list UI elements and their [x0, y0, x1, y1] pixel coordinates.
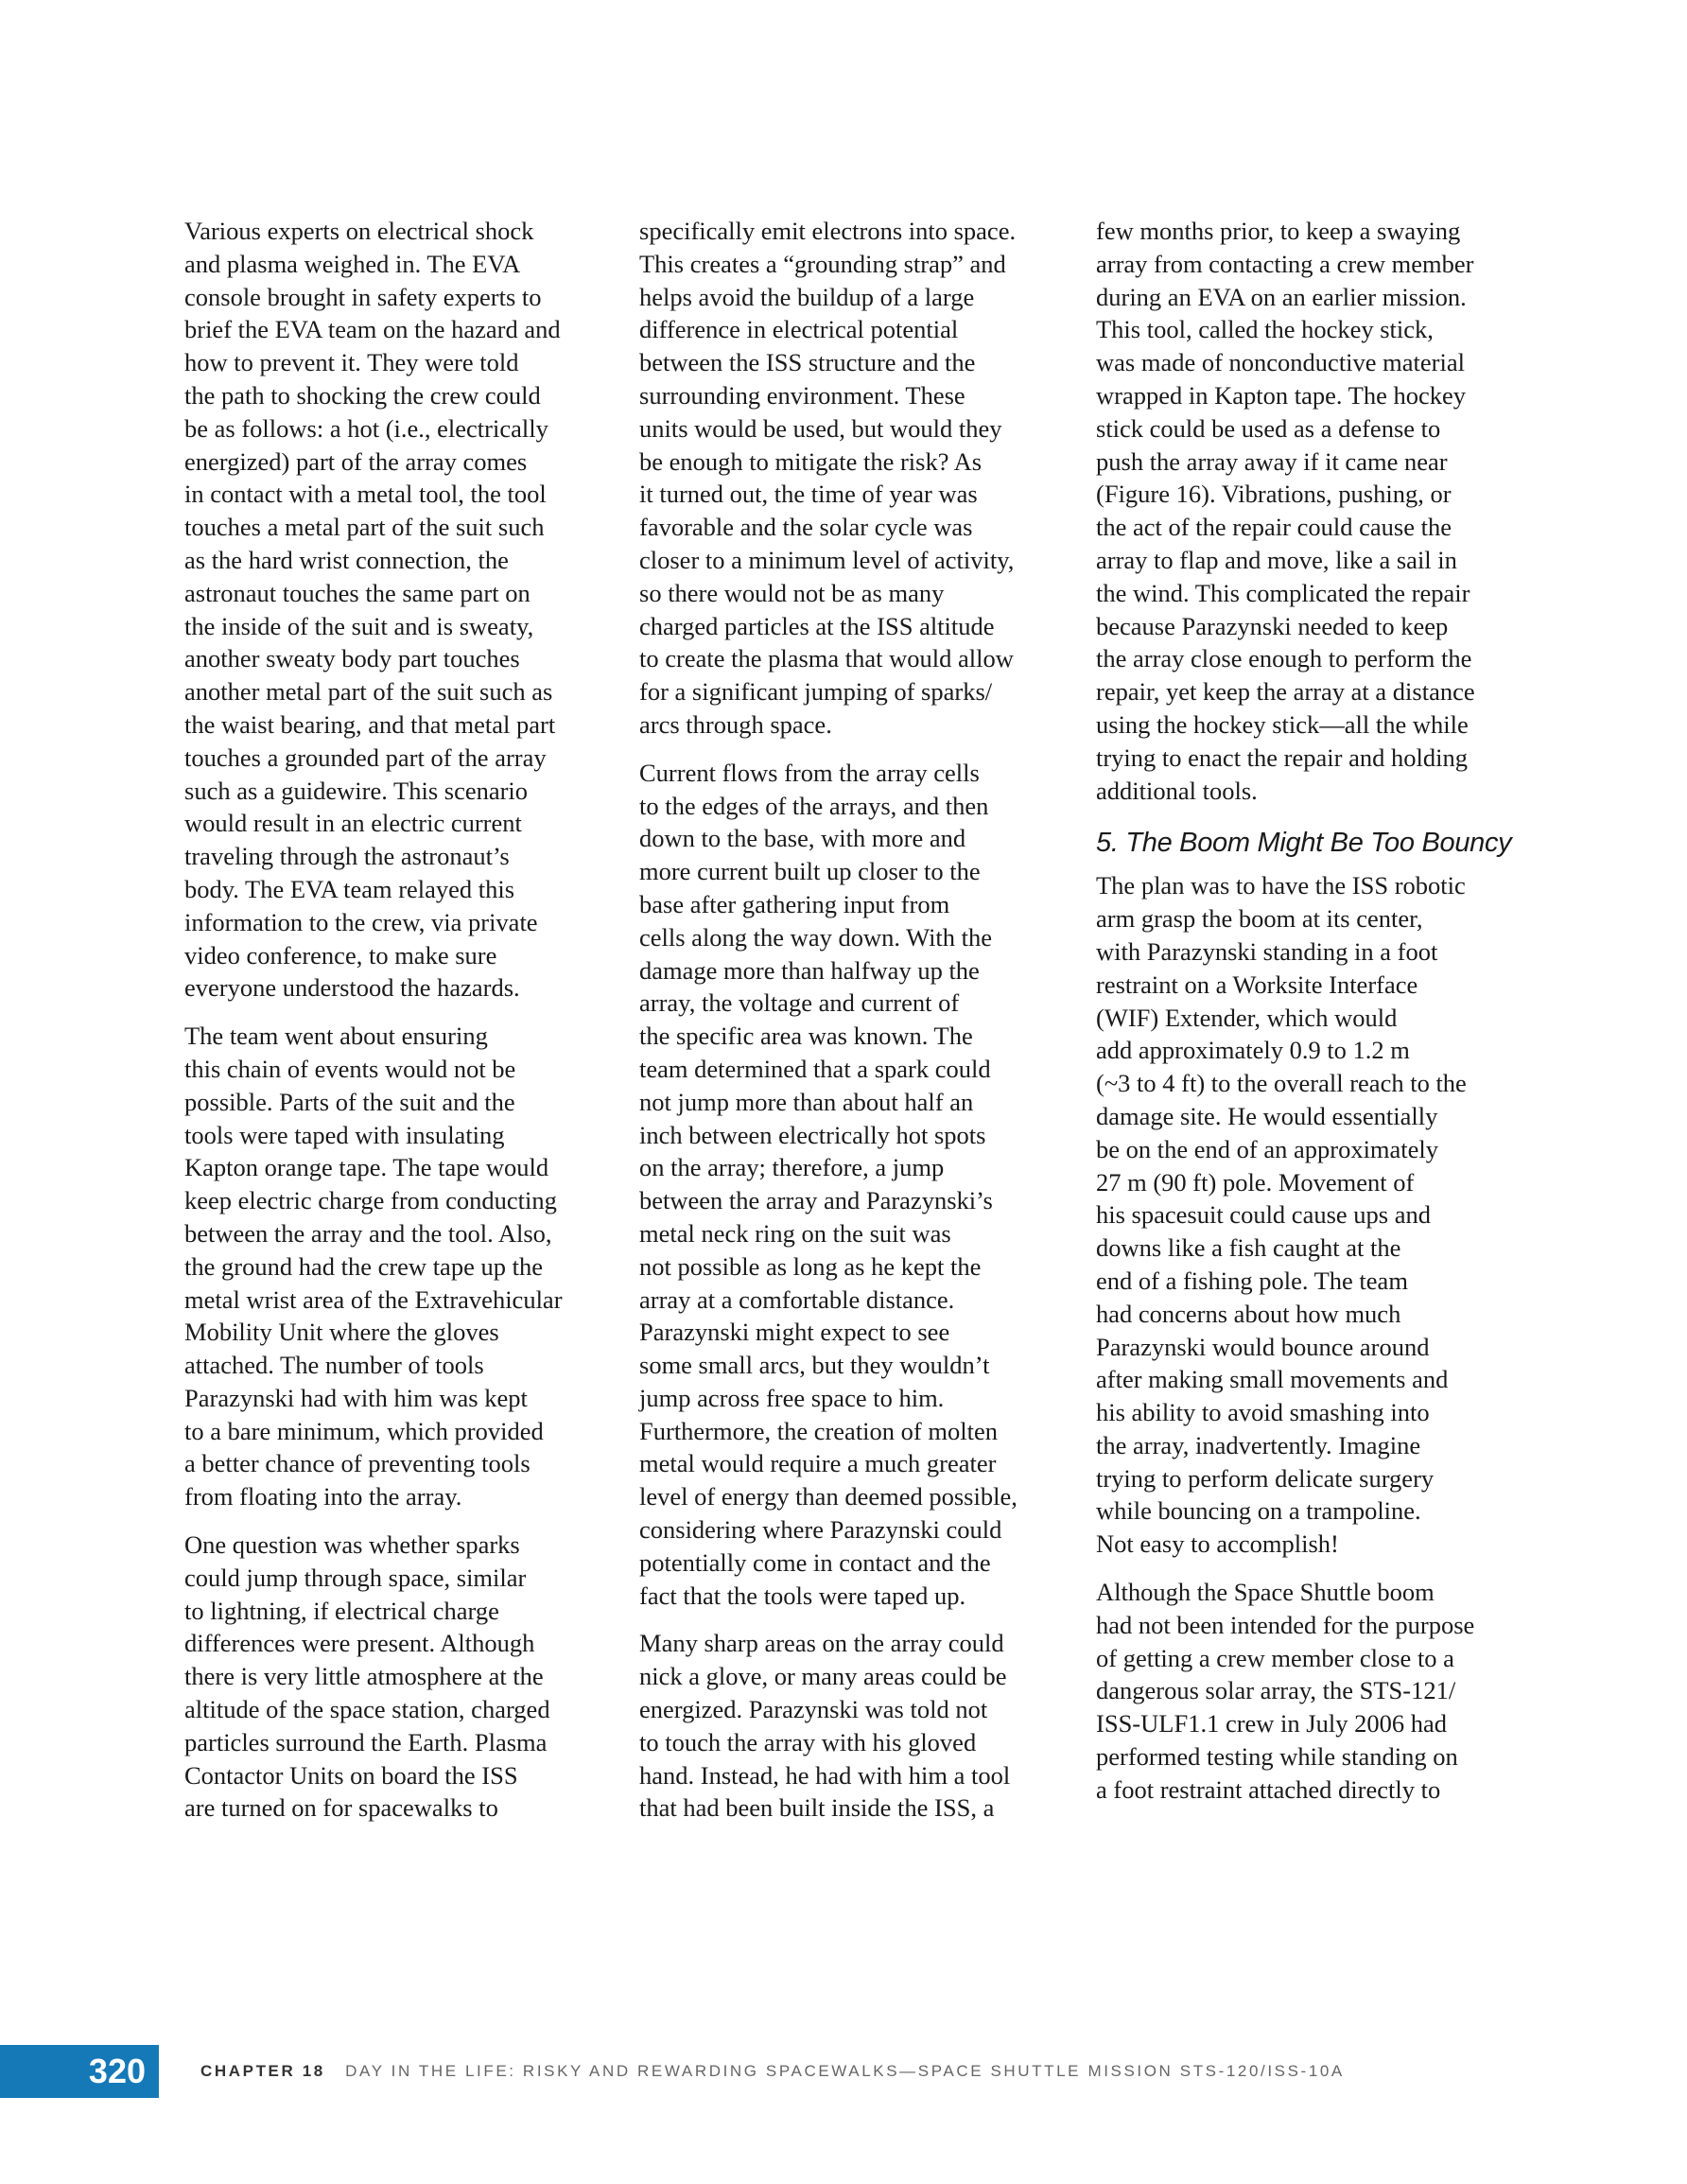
- text-line: team determined that a spark could: [639, 1054, 991, 1083]
- text-line: Although the Space Shuttle boom: [1096, 1578, 1435, 1607]
- body-paragraph: [1096, 869, 1517, 1561]
- text-line: array at a comfortable distance.: [639, 1284, 955, 1314]
- text-line: ISS-ULF1.1 crew in July 2006 had: [1096, 1709, 1447, 1738]
- text-line: brief the EVA team on the hazard and: [184, 315, 561, 344]
- text-line: was made of nonconductive material: [1096, 348, 1465, 377]
- text-line: Many sharp areas on the array could: [639, 1629, 1004, 1658]
- text-line: jump across free space to him.: [639, 1383, 945, 1412]
- text-line: Not easy to accomplish!: [1096, 1529, 1339, 1559]
- page-number-box: [0, 2045, 159, 2098]
- text-line: the array, inadvertently. Imagine: [1096, 1430, 1421, 1459]
- text-line: the specific area was known. The: [639, 1022, 973, 1051]
- text-line: everyone understood the hazards.: [184, 973, 520, 1003]
- text-line: and plasma weighed in. The EVA: [184, 249, 521, 278]
- text-line: potentially come in contact and the: [639, 1547, 991, 1577]
- text-line: body. The EVA team relayed this: [184, 874, 515, 903]
- text-line: not jump more than about half an: [639, 1087, 974, 1116]
- text-line: arcs through space.: [639, 709, 832, 739]
- text-line: could jump through space, similar: [184, 1563, 527, 1592]
- text-line: console brought in safety experts to: [184, 282, 542, 311]
- text-line: his ability to avoid smashing into: [1096, 1398, 1430, 1427]
- body-paragraph: [1096, 1576, 1517, 1807]
- text-line: a foot restraint attached directly to: [1096, 1774, 1441, 1804]
- text-line: downs like a fish caught at the: [1096, 1233, 1401, 1263]
- text-line: between the array and Parazynski’s: [639, 1186, 993, 1215]
- text-line: array to flap and move, like a sail in: [1096, 545, 1457, 574]
- text-line: from floating into the array.: [184, 1482, 462, 1511]
- text-line: traveling through the astronaut’s: [184, 842, 510, 871]
- text-line: repair, yet keep the array at a distance: [1096, 677, 1475, 707]
- text-line: end of a fishing pole. The team: [1096, 1266, 1408, 1295]
- text-line: the array close enough to perform the: [1096, 644, 1472, 673]
- text-line: some small arcs, but they wouldn’t: [639, 1351, 990, 1380]
- text-line: so there would not be as many: [639, 578, 945, 607]
- section-heading: 5. The Boom Might Be Too Bouncy: [1096, 828, 1512, 859]
- body-paragraph: [639, 1627, 1060, 1825]
- running-footer: [200, 2058, 1345, 2085]
- text-line: trying to perform delicate surgery: [1096, 1463, 1435, 1493]
- text-line: touches a grounded part of the array: [184, 743, 547, 772]
- text-line: considering where Parazynski could: [639, 1515, 1002, 1545]
- text-line: units would be used, but would they: [639, 413, 1002, 443]
- text-line: his spacesuit could cause ups and: [1096, 1200, 1431, 1230]
- text-line: Parazynski had with him was kept: [184, 1383, 528, 1412]
- text-line: tools were taped with insulating: [184, 1120, 505, 1149]
- text-line: more current built up closer to the: [639, 857, 981, 886]
- text-line: metal neck ring on the suit was: [639, 1218, 951, 1248]
- text-line: charged particles at the ISS altitude: [639, 611, 995, 640]
- text-line: to lightning, if electrical charge: [184, 1596, 499, 1625]
- text-line: stick could be used as a defense to: [1096, 413, 1441, 443]
- text-line: particles surround the Earth. Plasma: [184, 1727, 548, 1756]
- text-line: such as a guidewire. This scenario: [184, 776, 529, 805]
- text-line: not possible as long as he kept the: [639, 1251, 982, 1281]
- text-line: few months prior, to keep a swaying: [1096, 217, 1461, 245]
- text-line: after making small movements and: [1096, 1365, 1449, 1394]
- text-line: wrapped in Kapton tape. The hockey: [1096, 380, 1466, 410]
- text-line: Parazynski would bounce around: [1096, 1332, 1430, 1361]
- text-line: would result in an electric current: [184, 809, 522, 838]
- text-line: difference in electrical potential: [639, 315, 959, 344]
- text-line: energized. Parazynski was told not: [639, 1695, 988, 1724]
- body-paragraph: [639, 215, 1060, 742]
- body-paragraph: [639, 757, 1060, 1613]
- text-line: (WIF) Extender, which would: [1096, 1003, 1398, 1032]
- text-line: this chain of events would not be: [184, 1054, 516, 1083]
- text-line: using the hockey stick—all the while: [1096, 709, 1469, 739]
- text-line: differences were present. Although: [184, 1629, 535, 1658]
- text-line: to touch the array with his gloved: [639, 1727, 977, 1756]
- body-paragraph: [184, 215, 605, 1005]
- text-line: One question was whether sparks: [184, 1530, 520, 1560]
- text-line: down to the base, with more and: [639, 824, 966, 853]
- text-line: a better chance of preventing tools: [184, 1449, 530, 1478]
- text-line: information to the crew, via private: [184, 907, 538, 936]
- text-line: astronaut touches the same part on: [184, 578, 530, 607]
- text-line: The plan was to have the ISS robotic: [1096, 871, 1466, 900]
- text-line: it turned out, the time of year was: [639, 480, 978, 509]
- text-line: to the edges of the arrays, and then: [639, 791, 989, 820]
- text-line: trying to enact the repair and holding: [1096, 743, 1468, 772]
- text-column-2: [639, 215, 1060, 1840]
- text-line: the path to shocking the crew could: [184, 380, 541, 410]
- text-line: between the ISS structure and the: [639, 348, 976, 377]
- text-line: array, the voltage and current of: [639, 988, 960, 1018]
- text-line: the waist bearing, and that metal part: [184, 709, 556, 739]
- text-line: add approximately 0.9 to 1.2 m: [1096, 1036, 1410, 1065]
- text-line: had not been intended for the purpose: [1096, 1610, 1475, 1639]
- text-line: between the array and the tool. Also,: [184, 1218, 552, 1248]
- text-line: Kapton orange tape. The tape would: [184, 1153, 549, 1182]
- text-line: another metal part of the suit such as: [184, 677, 553, 707]
- text-line: possible. Parts of the suit and the: [184, 1087, 515, 1116]
- text-line: the wind. This complicated the repair: [1096, 578, 1470, 607]
- text-line: altitude of the space station, charged: [184, 1695, 550, 1724]
- text-line: cells along the way down. With the: [639, 922, 993, 952]
- text-line: metal wrist area of the Extravehicular: [184, 1284, 563, 1314]
- text-line: arm grasp the boom at its center,: [1096, 904, 1423, 934]
- text-line: to a bare minimum, which provided: [184, 1416, 544, 1445]
- text-line: Various experts on electrical shock: [184, 217, 534, 245]
- text-line: The team went about ensuring: [184, 1022, 488, 1051]
- text-line: favorable and the solar cycle was: [639, 513, 973, 542]
- chapter-title: DAY IN THE LIFE: RISKY AND REWARDING SPACEWALKS—SPACE SHUTTLE MISSION STS-120/ISS-10A: [345, 2062, 1345, 2080]
- text-column-3: [1096, 215, 1517, 1822]
- text-line: during an EVA on an earlier mission.: [1096, 282, 1467, 311]
- text-line: closer to a minimum level of activity,: [639, 545, 1015, 574]
- text-line: attached. The number of tools: [184, 1351, 484, 1380]
- text-line: array from contacting a crew member: [1096, 249, 1474, 278]
- text-line: there is very little atmosphere at the: [184, 1662, 544, 1691]
- text-line: another sweaty body part touches: [184, 644, 520, 673]
- text-line: with Parazynski standing in a foot: [1096, 936, 1438, 966]
- text-line: Furthermore, the creation of molten: [639, 1416, 998, 1445]
- text-line: be enough to mitigate the risk? As: [639, 446, 983, 476]
- text-line: energized) part of the array comes: [184, 446, 528, 476]
- text-line: Mobility Unit where the gloves: [184, 1318, 499, 1347]
- body-paragraph: [184, 1020, 605, 1513]
- text-line: metal would require a much greater: [639, 1449, 997, 1478]
- text-line: hand. Instead, he had with him a tool: [639, 1760, 1011, 1790]
- text-line: the ground had the crew tape up the: [184, 1251, 543, 1281]
- text-line: This creates a “grounding strap” and: [639, 249, 1006, 278]
- text-line: base after gathering input from: [639, 889, 950, 918]
- body-paragraph: [1096, 215, 1517, 807]
- text-line: on the array; therefore, a jump: [639, 1153, 945, 1182]
- text-line: while bouncing on a trampoline.: [1096, 1496, 1421, 1526]
- text-line: specifically emit electrons into space.: [639, 217, 1017, 245]
- text-line: performed testing while standing on: [1096, 1742, 1458, 1772]
- text-line: be on the end of an approximately: [1096, 1134, 1439, 1163]
- text-line: Current flows from the array cells: [639, 758, 980, 787]
- text-line: This tool, called the hockey stick,: [1096, 315, 1434, 344]
- text-line: Contactor Units on board the ISS: [184, 1760, 518, 1790]
- text-line: that had been built inside the ISS, a: [639, 1793, 995, 1823]
- text-line: touches a metal part of the suit such: [184, 513, 545, 542]
- text-line: video conference, to make sure: [184, 940, 497, 970]
- text-line: are turned on for spacewalks to: [184, 1793, 498, 1823]
- text-line: had concerns about how much: [1096, 1299, 1401, 1328]
- text-line: nick a glove, or many areas could be: [639, 1662, 1007, 1691]
- text-line: dangerous solar array, the STS-121/: [1096, 1676, 1456, 1705]
- text-line: surrounding environment. These: [639, 380, 965, 410]
- text-line: keep electric charge from conducting: [184, 1186, 557, 1215]
- text-line: (Figure 16). Vibrations, pushing, or: [1096, 480, 1452, 509]
- text-line: damage more than halfway up the: [639, 955, 980, 985]
- text-line: restraint on a Worksite Interface: [1096, 970, 1418, 999]
- text-line: in contact with a metal tool, the tool: [184, 480, 547, 509]
- text-column-1: [184, 215, 605, 1840]
- text-line: the act of the repair could cause the: [1096, 513, 1452, 542]
- text-line: be as follows: a hot (i.e., electrically: [184, 413, 548, 443]
- text-line: level of energy than deemed possible,: [639, 1482, 1017, 1511]
- text-line: of getting a crew member close to a: [1096, 1643, 1454, 1672]
- text-line: helps avoid the buildup of a large: [639, 282, 975, 311]
- chapter-label: CHAPTER 18: [200, 2062, 325, 2080]
- page-number: 320: [88, 2052, 146, 2090]
- text-line: because Parazynski needed to keep: [1096, 611, 1449, 640]
- text-line: how to prevent it. They were told: [184, 348, 519, 377]
- text-line: push the array away if it came near: [1096, 446, 1448, 476]
- text-line: inch between electrically hot spots: [639, 1120, 986, 1149]
- text-line: to create the plasma that would allow: [639, 644, 1014, 673]
- text-line: Parazynski might expect to see: [639, 1318, 950, 1347]
- text-line: additional tools.: [1096, 776, 1258, 805]
- text-line: (~3 to 4 ft) to the overall reach to the: [1096, 1069, 1467, 1098]
- text-line: as the hard wrist connection, the: [184, 545, 509, 574]
- text-line: damage site. He would essentially: [1096, 1101, 1438, 1130]
- text-line: for a significant jumping of sparks/: [639, 677, 993, 707]
- text-line: 27 m (90 ft) pole. Movement of: [1096, 1167, 1415, 1197]
- text-line: fact that the tools were taped up.: [639, 1581, 966, 1610]
- body-paragraph: [184, 1529, 605, 1825]
- text-line: the inside of the suit and is sweaty,: [184, 611, 534, 640]
